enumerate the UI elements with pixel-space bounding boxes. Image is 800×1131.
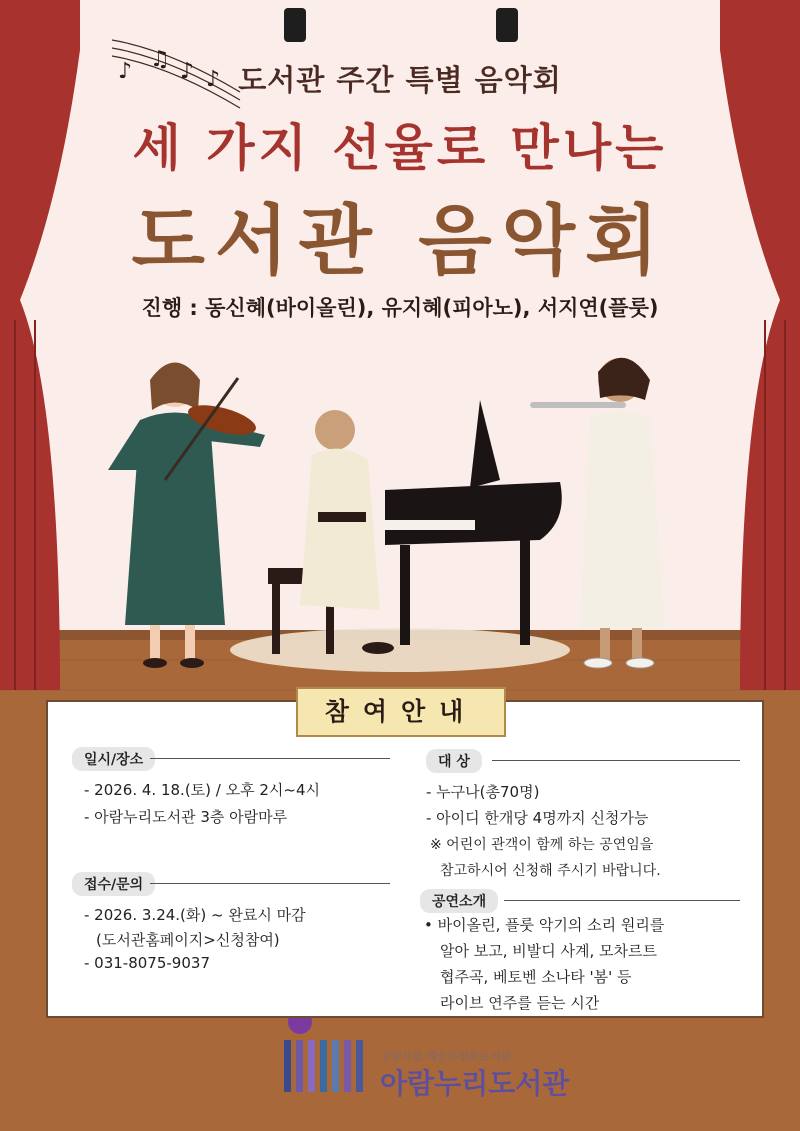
contact-line: - 031-8075-9037 <box>84 954 210 972</box>
svg-text:♫: ♫ <box>150 47 170 72</box>
audience-note: 참고하시어 신청해 주시기 바랍니다. <box>440 863 661 879</box>
event-subtitle: 도서관 주간 특별 음악회 <box>238 63 562 97</box>
org-subtitle: 고양시립 예술특성화도서관 <box>380 1050 512 1063</box>
divider <box>492 760 740 761</box>
performers-text: 진행 : 동신혜(바이올린), 유지혜(피아노), 서지연(플룻) <box>141 296 659 320</box>
svg-text:♪: ♪ <box>206 67 221 92</box>
program-line: 라이브 연주를 듣는 시간 <box>440 994 600 1012</box>
left-curtain <box>0 0 80 690</box>
info-banner: 참여안내 <box>296 687 506 737</box>
svg-text:♪: ♪ <box>180 59 195 84</box>
datetime-tag: 일시/장소 <box>72 747 155 771</box>
title-line-2: 도서관 음악회 <box>131 196 669 285</box>
audience-note: ※ 어린이 관객이 함께 하는 공연임을 <box>430 837 654 853</box>
right-curtain <box>720 0 800 690</box>
registration-line: (도서관홈페이지>신청참여) <box>96 931 280 949</box>
audience-tag: 대 상 <box>426 749 482 773</box>
registration-line: - 2026. 3.24.(화) ~ 완료시 마감 <box>84 906 306 924</box>
registration-tag: 접수/문의 <box>72 872 155 896</box>
program-tag: 공연소개 <box>420 889 498 913</box>
program-line: 협주곡, 베토벤 소나타 '봄' 등 <box>440 968 632 986</box>
divider <box>504 900 740 901</box>
audience-line: - 누구나(총70명) <box>426 783 540 801</box>
title-line-1: 세 가지 선율로 만나는 <box>132 119 668 177</box>
audience-line: - 아이디 한개당 4명까지 신청가능 <box>426 809 649 827</box>
divider <box>150 758 390 759</box>
divider <box>150 883 390 884</box>
location-line: - 아람누리도서관 3층 아람마루 <box>84 808 288 826</box>
svg-text:♪: ♪ <box>118 59 133 84</box>
program-line: 알아 보고, 비발디 사계, 모차르트 <box>440 942 657 960</box>
program-line: • 바이올린, 플룻 악기의 소리 원리를 <box>424 916 665 934</box>
org-name: 아람누리도서관 <box>380 1067 570 1100</box>
datetime-line: - 2026. 4. 18.(토) / 오후 2시~4시 <box>84 781 320 799</box>
